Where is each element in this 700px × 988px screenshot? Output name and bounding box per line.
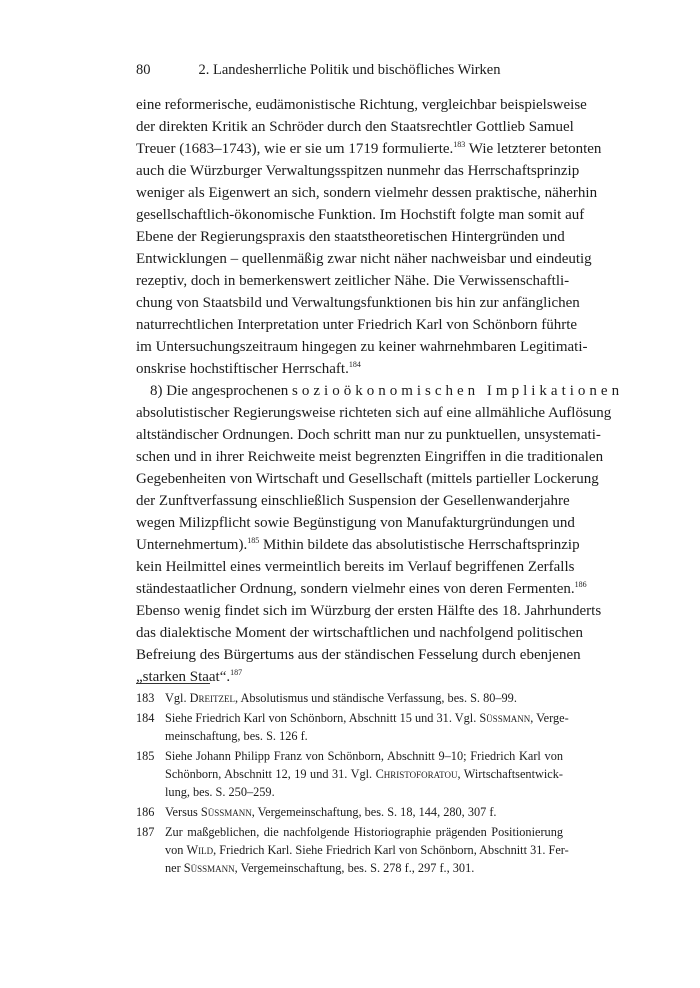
text-line: der Zunftverfassung einschließlich Suspension der Gesellenwanderjahre: [136, 493, 570, 509]
author-name: Süssmann: [183, 861, 235, 875]
footnote-text: meinschaftung, bes. S. 126 f.: [165, 729, 308, 743]
text-line: weniger als Eigenwert an sich, sondern vielmehr dessen praktische, näherhin: [136, 185, 598, 201]
footnote-185-cont: [136, 765, 563, 783]
footnote-187-cont: [136, 841, 569, 859]
text-span: , Verge-: [530, 711, 569, 725]
footnote-number: 187: [136, 825, 155, 839]
text-line: im Untersuchungszeitraum hingegen zu keiner wahrnehmbaren Legitimati-: [136, 339, 588, 355]
text-line: schen und in ihrer Reichweite meist begrenzten Eingriffen in die traditionalen: [136, 449, 604, 465]
author-name: Süssmann: [479, 711, 531, 725]
running-title: 2. Landesherrliche Politik und bischöfliches Wirken: [198, 62, 501, 78]
text-line: Entwicklungen – quellenmäßig zwar nicht näher nachweisbar und eindeutig: [136, 251, 592, 267]
text-line: [136, 578, 587, 600]
footnote-ref-186: 186: [574, 580, 587, 589]
footnote-184-cont: [136, 727, 563, 745]
footnote-text: lung, bes. S. 250–259.: [165, 785, 275, 799]
footnote-text: [165, 803, 563, 821]
text-span: ner: [165, 861, 184, 875]
text-span: „starken Staat“.: [136, 669, 231, 685]
text-span: onskrise hochstiftischer Herrschaft.: [136, 361, 349, 377]
footnote-ref-184: 184: [348, 360, 361, 369]
footnote-ref-183: 183: [453, 140, 466, 149]
text-line: rezeptiv, doch in bemerkenswert zeitlicher Nähe. Die Verwissenschaftli-: [136, 273, 570, 289]
text-line: eine reformerische, eudämonistische Richtung, vergleichbar beispielsweise: [136, 97, 587, 113]
text-span: , Vergemeinschaftung, bes. S. 278 f., 297 f., 301.: [234, 861, 475, 875]
author-name: Dreitzel: [189, 691, 235, 705]
footnote-186: [136, 803, 563, 821]
text-line: naturrechtlichen Interpretation unter Friedrich Karl von Schönborn führte: [136, 317, 578, 333]
text-line: [136, 666, 563, 688]
text-line: das dialektische Moment der wirtschaftlichen und nachfolgend politischen: [136, 625, 583, 641]
text-line: wegen Milizpflicht sowie Begünstigung von Manufakturgründungen und: [136, 515, 575, 531]
spaced-emphasis: sozioökonomischen Implikationen: [292, 383, 624, 399]
page-number: 80: [136, 62, 151, 78]
text-span: Mithin bildete das absolutistische Herrschaftsprinzip: [259, 537, 580, 553]
footnote-185-cont: [136, 783, 563, 801]
page-header: [136, 62, 563, 82]
author-name: Christoforatou: [375, 767, 458, 781]
footnote-text: Siehe Johann Philipp Franz von Schönborn, Abschnitt 9–10; Friedrich Karl von: [165, 749, 563, 763]
text-span: Unternehmertum).: [136, 537, 248, 553]
paragraph-start: [150, 380, 624, 402]
text-span: , Friedrich Karl. Siehe Friedrich Karl von Schönborn, Abschnitt 31. Fer-: [213, 843, 569, 857]
footnote-ref-185: 185: [247, 536, 260, 545]
footnote-number: 186: [136, 805, 155, 819]
footnote-text: [165, 859, 563, 877]
text-line: der direkten Kritik an Schröder durch den Staatsrechtler Gottlieb Samuel: [136, 119, 574, 135]
text-line: [136, 358, 563, 380]
footnote-text: Zur maßgeblichen, die nachfolgende Historiographie prägenden Positionierung: [165, 825, 563, 839]
text-line: Ebene der Regierungspraxis den staatstheoretischen Hintergründen und: [136, 229, 565, 245]
text-span: 8) Die angesprochenen: [150, 383, 293, 399]
author-name: Wild: [186, 843, 214, 857]
footnote-187: [136, 823, 563, 841]
text-line: altständischer Ordnungen. Doch schritt man nur zu punktuellen, unsystemati-: [136, 427, 601, 443]
footnote-number: 183: [136, 691, 155, 705]
text-line: [136, 138, 602, 160]
text-line: Befreiung des Bürgertums aus der ständischen Fesselung durch ebenjenen: [136, 647, 581, 663]
footnote-185: [136, 747, 563, 765]
text-span: Treuer (1683–1743), wie er sie um 1719 formulierte.: [136, 141, 454, 157]
footnote-187-cont: [136, 859, 563, 877]
footnote-ref-187: 187: [230, 668, 243, 677]
text-span: Schönborn, Abschnitt 12, 19 und 31. Vgl.: [165, 767, 376, 781]
footnote-183: [136, 689, 563, 707]
text-line: Ebenso wenig findet sich im Würzburg der ersten Hälfte des 18. Jahrhunderts: [136, 603, 602, 619]
text-line: gesellschaftlich-ökonomische Funktion. Im Hochstift folgte man somit auf: [136, 207, 585, 223]
footnote-divider: [136, 683, 210, 684]
text-span: Wie letzterer betonten: [465, 141, 602, 157]
text-span: Versus: [165, 805, 201, 819]
text-span: Siehe Friedrich Karl von Schönborn, Abschnitt 15 und 31. Vgl.: [165, 711, 480, 725]
author-name: Süssmann: [200, 805, 252, 819]
text-span: Vgl.: [165, 691, 190, 705]
text-line: Gegebenheiten von Wirtschaft und Gesellschaft (mittels partieller Lockerung: [136, 471, 599, 487]
text-span: , Vergemeinschaftung, bes. S. 18, 144, 280, 307 f.: [251, 805, 497, 819]
text-span: , Absolutismus und ständische Verfassung, bes. S. 80–99.: [234, 691, 517, 705]
footnote-text: [165, 841, 569, 859]
text-span: , Wirtschaftsentwick-: [457, 767, 563, 781]
footnote-184: [136, 709, 569, 727]
footnote-number: 185: [136, 749, 155, 763]
text-line: kein Heilmittel eines vermeintlich bereits im Verlauf begriffenen Zerfalls: [136, 559, 575, 575]
footnote-text: [165, 689, 563, 707]
text-line: absolutistischer Regierungsweise richteten sich auf eine allmähliche Auflösung: [136, 405, 612, 421]
text-line: auch die Würzburger Verwaltungsspitzen nunmehr das Herrschaftsprinzip: [136, 163, 580, 179]
text-line: chung von Staatsbild und Verwaltungsfunktionen bis hin zur anfänglichen: [136, 295, 580, 311]
footnote-text: [165, 709, 569, 727]
text-span: von: [165, 843, 187, 857]
footnote-text: [165, 765, 563, 783]
text-line: [136, 534, 580, 556]
footnote-number: 184: [136, 711, 155, 725]
text-span: ständestaatlicher Ordnung, sondern vielmehr eines von deren Fermenten.: [136, 581, 575, 597]
